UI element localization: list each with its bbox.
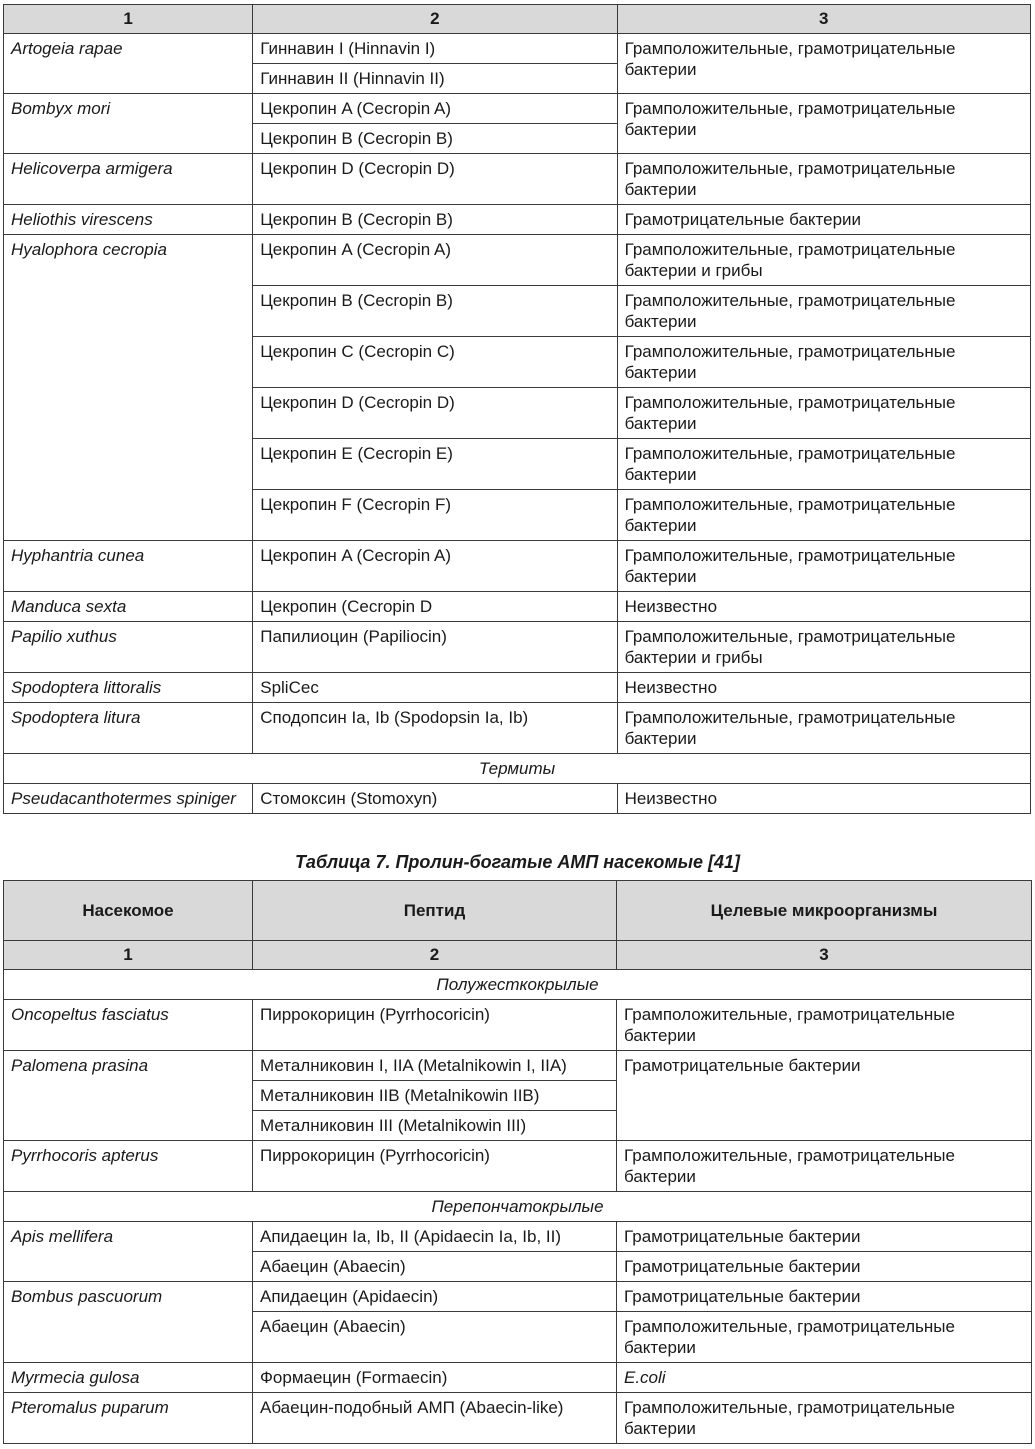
targets-cell: Неизвестно [617,592,1030,622]
table-row [4,592,1031,622]
table-row [4,94,1031,124]
targets-cell: Грамположительные, грамотрицательные бактерии [617,1393,1032,1444]
table-row [4,1141,1032,1192]
peptide-cell: Формаецин (Formaecin) [253,1363,617,1393]
column-number-row [4,941,1032,970]
species-cell: Papilio xuthus [4,622,253,673]
column-header-insect: Насекомое [4,881,253,941]
peptide-cell: Гиннавин I (Hinnavin I) [253,34,617,64]
targets-cell: Грамположительные, грамотрицательные бактерии и грибы [617,622,1030,673]
peptide-cell: Цекропин (Cecropin D [253,592,617,622]
species-cell: Spodoptera litura [4,703,253,754]
table-row [4,784,1031,814]
header-row [4,881,1032,941]
peptide-cell: Цекропин D (Cecropin D) [253,388,617,439]
targets-cell: Грамположительные, грамотрицательные бактерии [617,703,1030,754]
species-cell: Pyrrhocoris apterus [4,1141,253,1192]
column-header-peptide: Пептид [253,881,617,941]
targets-cell: Грамотрицательные бактерии [617,1051,1032,1141]
species-cell: Oncopeltus fasciatus [4,1000,253,1051]
group-label: Полужесткокрылые [4,970,1032,1000]
table-row [4,541,1031,592]
peptide-cell: Абаецин (Abaecin) [253,1252,617,1282]
targets-cell: Грамположительные, грамотрицательные бактерии [617,34,1030,94]
peptide-cell: Апидаецин Ia, Ib, II (Apidaecin Ia, Ib, II) [253,1222,617,1252]
targets-cell: Грамположительные, грамотрицательные бактерии [617,490,1030,541]
peptide-cell: Пиррокорицин (Pyrrhocoricin) [253,1141,617,1192]
species-cell: Spodoptera littoralis [4,673,253,703]
species-cell: Helicoverpa armigera [4,154,253,205]
peptide-cell: Абаецин (Abaecin) [253,1312,617,1363]
species-cell: Bombyx mori [4,94,253,154]
peptide-cell: Металниковин I, IIA (Metalnikowin I, IIA) [253,1051,617,1081]
species-cell: Palomena prasina [4,1051,253,1141]
targets-cell: Грамположительные, грамотрицательные бактерии [617,94,1030,154]
peptide-cell: Абаецин-подобный АМП (Abaecin-like) [253,1393,617,1444]
targets-cell: Грамположительные, грамотрицательные бактерии [617,388,1030,439]
species-cell: Bombus pascuorum [4,1282,253,1363]
targets-cell: Грамположительные, грамотрицательные бактерии [617,337,1030,388]
peptide-cell: Цекропин B (Cecropin B) [253,124,617,154]
peptide-cell: Стомоксин (Stomoxyn) [253,784,617,814]
table-row [4,205,1031,235]
targets-cell: Грамположительные, грамотрицательные бактерии [617,1141,1032,1192]
targets-cell: Грамотрицательные бактерии [617,1222,1032,1252]
peptide-cell: Металниковин IIB (Metalnikowin IIB) [253,1081,617,1111]
peptide-cell: Цекропин E (Cecropin E) [253,439,617,490]
table-row [4,1051,1032,1081]
targets-cell: Грамположительные, грамотрицательные бактерии [617,1000,1032,1051]
targets-cell: Неизвестно [617,784,1030,814]
species-cell: Hyphantria cunea [4,541,253,592]
column-number: 2 [253,5,617,34]
targets-cell: Грамположительные, грамотрицательные бактерии [617,541,1030,592]
peptide-cell: Сподопсин Ia, Ib (Spodopsin Ia, Ib) [253,703,617,754]
targets-cell: Грамположительные, грамотрицательные бактерии [617,154,1030,205]
column-number: 2 [253,941,617,970]
column-number-row [4,5,1031,34]
peptide-cell: Цекропин A (Cecropin A) [253,235,617,286]
peptide-cell: Папилиоцин (Papiliocin) [253,622,617,673]
species-cell: Myrmecia gulosa [4,1363,253,1393]
table-row [4,1282,1032,1312]
group-label: Перепончатокрылые [4,1192,1032,1222]
table-proline-rich-amp [3,880,1032,1444]
peptide-cell: Цекропин B (Cecropin B) [253,286,617,337]
column-number: 1 [4,941,253,970]
peptide-cell: Апидаецин (Apidaecin) [253,1282,617,1312]
species-cell: Pteromalus puparum [4,1393,253,1444]
targets-cell: Грамотрицательные бактерии [617,1252,1032,1282]
table-caption: Таблица 7. Пролин-богатые АМП насекомые [41] [294,852,741,872]
table-row [4,154,1031,205]
peptide-cell: Цекропин B (Cecropin B) [253,205,617,235]
table-row [4,673,1031,703]
species-cell: Manduca sexta [4,592,253,622]
group-label: Термиты [4,754,1031,784]
column-number: 3 [617,5,1030,34]
targets-cell: Грамположительные, грамотрицательные бактерии [617,1312,1032,1363]
peptide-cell: Металниковин III (Metalnikowin III) [253,1111,617,1141]
peptide-cell: Гиннавин II (Hinnavin II) [253,64,617,94]
peptide-cell: Цекропин A (Cecropin A) [253,94,617,124]
peptide-cell: Пиррокорицин (Pyrrhocoricin) [253,1000,617,1051]
species-cell: Pseudacanthotermes spiniger [4,784,253,814]
peptide-cell: Цекропин A (Cecropin A) [253,541,617,592]
peptide-cell: Цекропин F (Cecropin F) [253,490,617,541]
table-row [4,235,1031,286]
peptide-cell: Цекропин D (Cecropin D) [253,154,617,205]
species-cell: Artogeia rapae [4,34,253,94]
peptide-cell: Цекропин C (Cecropin C) [253,337,617,388]
targets-cell: Грамположительные, грамотрицательные бактерии [617,439,1030,490]
targets-cell: Грамположительные, грамотрицательные бактерии [617,286,1030,337]
table-row [4,703,1031,754]
targets-cell: Неизвестно [617,673,1030,703]
column-number: 3 [617,941,1032,970]
group-row [4,1192,1032,1222]
table-amp-continuation [3,4,1031,814]
targets-cell: E.coli [617,1363,1032,1393]
group-row [4,970,1032,1000]
column-number: 1 [4,5,253,34]
targets-cell: Грамотрицательные бактерии [617,205,1030,235]
table-row [4,34,1031,64]
table-row [4,1222,1032,1252]
species-cell: Hyalophora cecropia [4,235,253,541]
column-header-targets: Целевые микроорганизмы [617,881,1032,941]
species-cell: Apis mellifera [4,1222,253,1282]
peptide-cell: SpliCec [253,673,617,703]
targets-cell: Грамположительные, грамотрицательные бактерии и грибы [617,235,1030,286]
table-row [4,1363,1032,1393]
table-row [4,1000,1032,1051]
table-row [4,622,1031,673]
table-row [4,1393,1032,1444]
targets-cell: Грамотрицательные бактерии [617,1282,1032,1312]
species-cell: Heliothis virescens [4,205,253,235]
group-row [4,754,1031,784]
